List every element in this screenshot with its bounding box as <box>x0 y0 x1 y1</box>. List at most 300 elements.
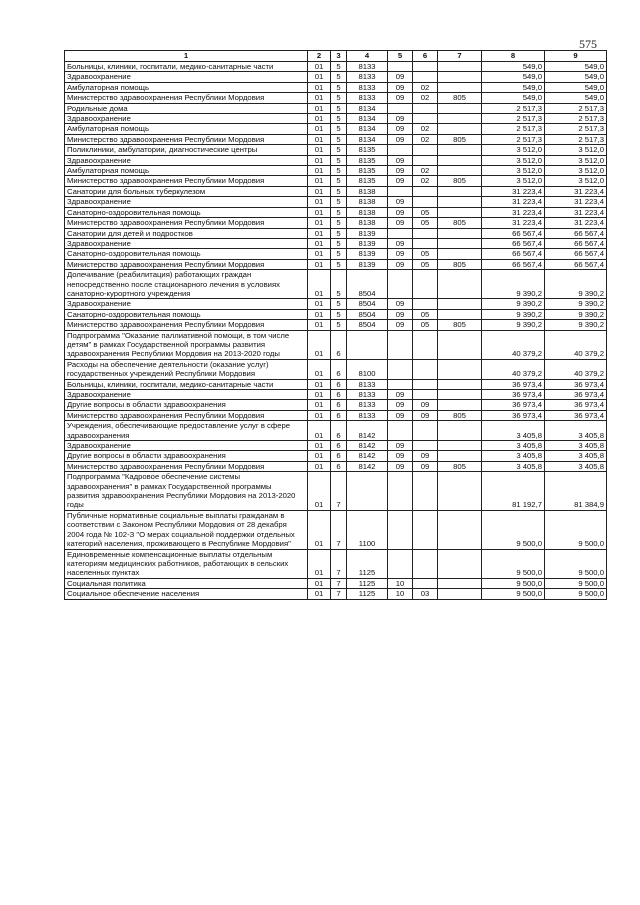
row-code-1: 01 <box>308 93 331 103</box>
row-code-2: 5 <box>331 320 347 330</box>
row-code-3: 1125 <box>347 578 388 588</box>
row-code-6 <box>438 441 482 451</box>
row-name: Санаторно-оздоровительная помощь <box>65 249 308 259</box>
row-code-1: 01 <box>308 124 331 134</box>
row-name: Здравоохранение <box>65 72 308 82</box>
row-code-6 <box>438 124 482 134</box>
row-code-1: 01 <box>308 390 331 400</box>
row-amount-2: 9 390,2 <box>545 309 607 319</box>
row-name: Здравоохранение <box>65 197 308 207</box>
row-name: Министерство здравоохранения Республики Мордовия <box>65 259 308 269</box>
row-amount-2: 31 223,4 <box>545 186 607 196</box>
row-amount-1: 2 517,3 <box>482 124 545 134</box>
row-code-2: 5 <box>331 270 347 299</box>
row-name: Министерство здравоохранения Республики Мордовия <box>65 461 308 471</box>
row-code-1: 01 <box>308 320 331 330</box>
row-code-6 <box>438 472 482 511</box>
row-amount-2: 36 973,4 <box>545 390 607 400</box>
row-code-2: 5 <box>331 103 347 113</box>
row-code-3: 8142 <box>347 461 388 471</box>
row-code-5 <box>413 510 438 549</box>
row-code-3: 8142 <box>347 421 388 441</box>
row-amount-1: 3 405,8 <box>482 461 545 471</box>
row-code-3: 8504 <box>347 309 388 319</box>
row-amount-1: 9 500,0 <box>482 549 545 578</box>
row-code-2: 5 <box>331 72 347 82</box>
row-amount-1: 2 517,3 <box>482 134 545 144</box>
row-code-5: 09 <box>413 400 438 410</box>
row-amount-2: 2 517,3 <box>545 124 607 134</box>
row-amount-1: 66 567,4 <box>482 249 545 259</box>
row-amount-1: 40 379,2 <box>482 359 545 379</box>
row-code-4: 09 <box>388 114 413 124</box>
row-code-5 <box>413 228 438 238</box>
table-row <box>65 145 607 155</box>
row-code-3: 8133 <box>347 72 388 82</box>
row-code-3: 8138 <box>347 197 388 207</box>
row-amount-1: 9 390,2 <box>482 320 545 330</box>
row-name: Здравоохранение <box>65 238 308 248</box>
table-row <box>65 228 607 238</box>
row-amount-1: 9 500,0 <box>482 589 545 599</box>
row-code-4: 09 <box>388 441 413 451</box>
row-amount-1: 549,0 <box>482 72 545 82</box>
row-name: Министерство здравоохранения Республики Мордовия <box>65 176 308 186</box>
row-code-2: 6 <box>331 390 347 400</box>
row-code-3: 8134 <box>347 124 388 134</box>
row-name: Здравоохранение <box>65 299 308 309</box>
row-code-5: 05 <box>413 207 438 217</box>
row-code-3: 8138 <box>347 186 388 196</box>
row-amount-2: 36 973,4 <box>545 400 607 410</box>
row-code-2: 5 <box>331 134 347 144</box>
row-code-5 <box>413 197 438 207</box>
row-code-1: 01 <box>308 259 331 269</box>
row-code-4: 09 <box>388 166 413 176</box>
row-code-5: 05 <box>413 309 438 319</box>
row-amount-2: 3 512,0 <box>545 145 607 155</box>
row-code-5 <box>413 441 438 451</box>
row-code-4: 09 <box>388 134 413 144</box>
row-code-4: 09 <box>388 299 413 309</box>
row-code-5 <box>413 103 438 113</box>
row-code-4 <box>388 228 413 238</box>
row-name: Санаторно-оздоровительная помощь <box>65 207 308 217</box>
row-code-5: 03 <box>413 589 438 599</box>
row-code-2: 5 <box>331 145 347 155</box>
row-amount-2: 81 384,9 <box>545 472 607 511</box>
row-code-4: 09 <box>388 82 413 92</box>
row-name: Поликлиники, амбулатории, диагностические центры <box>65 145 308 155</box>
row-code-5: 09 <box>413 410 438 420</box>
row-code-6 <box>438 589 482 599</box>
row-name: Другие вопросы в области здравоохранения <box>65 400 308 410</box>
row-code-3: 8504 <box>347 320 388 330</box>
row-code-5 <box>413 578 438 588</box>
row-code-2: 6 <box>331 461 347 471</box>
row-code-4: 09 <box>388 461 413 471</box>
row-code-4: 09 <box>388 197 413 207</box>
row-code-6 <box>438 451 482 461</box>
table-row <box>65 309 607 319</box>
row-code-2: 5 <box>331 228 347 238</box>
row-amount-1: 3 405,8 <box>482 421 545 441</box>
row-amount-1: 3 512,0 <box>482 145 545 155</box>
row-code-5 <box>413 549 438 578</box>
row-code-5: 02 <box>413 134 438 144</box>
column-header: 7 <box>438 51 482 62</box>
row-code-1: 01 <box>308 249 331 259</box>
row-code-6 <box>438 186 482 196</box>
row-code-3: 8133 <box>347 82 388 92</box>
row-code-5 <box>413 155 438 165</box>
row-code-1: 01 <box>308 207 331 217</box>
row-code-2: 5 <box>331 114 347 124</box>
row-amount-1: 549,0 <box>482 82 545 92</box>
row-code-5: 02 <box>413 93 438 103</box>
row-amount-2: 9 500,0 <box>545 578 607 588</box>
table-row <box>65 259 607 269</box>
row-code-1: 01 <box>308 451 331 461</box>
row-code-6 <box>438 155 482 165</box>
column-header: 5 <box>388 51 413 62</box>
table-row <box>65 207 607 217</box>
row-name: Родильные дома <box>65 103 308 113</box>
table-row <box>65 400 607 410</box>
row-code-4: 09 <box>388 400 413 410</box>
table-row <box>65 176 607 186</box>
row-code-1: 01 <box>308 441 331 451</box>
row-code-6 <box>438 114 482 124</box>
row-code-6: 805 <box>438 218 482 228</box>
row-code-6 <box>438 207 482 217</box>
row-code-1: 01 <box>308 461 331 471</box>
row-amount-2: 2 517,3 <box>545 134 607 144</box>
row-code-3: 8135 <box>347 166 388 176</box>
row-code-4: 09 <box>388 238 413 248</box>
row-code-6 <box>438 270 482 299</box>
row-code-1: 01 <box>308 176 331 186</box>
row-name: Расходы на обеспечение деятельности (оказание услуг) государственных учреждений Республики Мордовия <box>65 359 308 379</box>
row-name: Здравоохранение <box>65 441 308 451</box>
row-code-4: 10 <box>388 578 413 588</box>
row-code-1: 01 <box>308 238 331 248</box>
row-code-5 <box>413 421 438 441</box>
row-amount-1: 40 379,2 <box>482 330 545 359</box>
row-code-3: 1125 <box>347 549 388 578</box>
row-code-2: 7 <box>331 472 347 511</box>
row-name: Единовременные компенсационные выплаты отдельным категориям медицинских работников, работающих в сельских населенных пунктах <box>65 549 308 578</box>
row-code-3: 8139 <box>347 259 388 269</box>
row-code-4 <box>388 330 413 359</box>
table-row <box>65 270 607 299</box>
row-code-6: 805 <box>438 320 482 330</box>
row-code-6 <box>438 62 482 72</box>
row-code-6: 805 <box>438 134 482 144</box>
row-code-6 <box>438 400 482 410</box>
row-amount-1: 2 517,3 <box>482 103 545 113</box>
row-code-1: 01 <box>308 62 331 72</box>
table-row <box>65 186 607 196</box>
column-header: 3 <box>331 51 347 62</box>
row-amount-1: 31 223,4 <box>482 197 545 207</box>
table-row <box>65 134 607 144</box>
row-code-1: 01 <box>308 299 331 309</box>
row-code-4: 09 <box>388 176 413 186</box>
row-code-1: 01 <box>308 549 331 578</box>
row-code-2: 5 <box>331 186 347 196</box>
row-amount-2: 2 517,3 <box>545 114 607 124</box>
row-code-6 <box>438 228 482 238</box>
row-code-2: 6 <box>331 379 347 389</box>
row-code-4 <box>388 359 413 379</box>
row-code-2: 5 <box>331 176 347 186</box>
row-amount-1: 549,0 <box>482 93 545 103</box>
row-code-1: 01 <box>308 379 331 389</box>
row-code-1: 01 <box>308 134 331 144</box>
row-code-2: 5 <box>331 82 347 92</box>
row-code-6 <box>438 549 482 578</box>
row-amount-1: 2 517,3 <box>482 114 545 124</box>
row-code-4: 09 <box>388 451 413 461</box>
row-code-4: 09 <box>388 207 413 217</box>
row-code-4: 09 <box>388 259 413 269</box>
row-amount-1: 9 390,2 <box>482 309 545 319</box>
row-code-6: 805 <box>438 93 482 103</box>
row-code-6 <box>438 379 482 389</box>
row-code-5 <box>413 472 438 511</box>
row-code-1: 01 <box>308 218 331 228</box>
row-code-5: 05 <box>413 218 438 228</box>
row-code-3 <box>347 330 388 359</box>
row-code-2: 5 <box>331 124 347 134</box>
row-code-6 <box>438 249 482 259</box>
row-code-6 <box>438 72 482 82</box>
table-row <box>65 578 607 588</box>
row-code-5: 02 <box>413 176 438 186</box>
row-code-3: 8138 <box>347 207 388 217</box>
row-amount-2: 31 223,4 <box>545 207 607 217</box>
row-code-4: 09 <box>388 249 413 259</box>
row-code-3: 8139 <box>347 249 388 259</box>
row-code-6 <box>438 359 482 379</box>
row-name: Санатории для больных туберкулезом <box>65 186 308 196</box>
row-code-2: 6 <box>331 441 347 451</box>
row-name: Министерство здравоохранения Республики Мордовия <box>65 134 308 144</box>
row-code-1: 01 <box>308 228 331 238</box>
row-code-2: 7 <box>331 510 347 549</box>
row-amount-2: 3 405,8 <box>545 441 607 451</box>
table-row <box>65 359 607 379</box>
row-code-1: 01 <box>308 82 331 92</box>
row-name: Здравоохранение <box>65 114 308 124</box>
column-header: 4 <box>347 51 388 62</box>
row-code-6 <box>438 145 482 155</box>
row-code-5: 09 <box>413 461 438 471</box>
row-amount-1: 3 512,0 <box>482 166 545 176</box>
row-code-4 <box>388 472 413 511</box>
row-amount-2: 31 223,4 <box>545 197 607 207</box>
row-code-1: 01 <box>308 114 331 124</box>
table-row <box>65 197 607 207</box>
table-row <box>65 103 607 113</box>
row-code-1: 01 <box>308 510 331 549</box>
row-name: Учреждения, обеспечивающие предоставление услуг в сфере здравоохранения <box>65 421 308 441</box>
row-code-2: 7 <box>331 578 347 588</box>
row-code-2: 5 <box>331 309 347 319</box>
row-code-6 <box>438 238 482 248</box>
table-header-row <box>65 51 607 62</box>
row-code-5 <box>413 359 438 379</box>
table-row <box>65 379 607 389</box>
row-code-1: 01 <box>308 410 331 420</box>
row-code-1: 01 <box>308 145 331 155</box>
row-amount-1: 36 973,4 <box>482 379 545 389</box>
row-code-1: 01 <box>308 197 331 207</box>
row-name: Публичные нормативные социальные выплаты гражданам в соответствии с Законом Республики Мордовия от 28 декабря 2004 года № 102-З "О мерах социальной поддержки отдельных категорий населения, проживающего в Республике Мордовия" <box>65 510 308 549</box>
row-name: Здравоохранение <box>65 390 308 400</box>
row-amount-2: 549,0 <box>545 62 607 72</box>
row-code-3: 8135 <box>347 155 388 165</box>
row-code-2: 5 <box>331 249 347 259</box>
row-name: Подпрограмма "Кадровое обеспечение системы здравоохранения" в рамках Государственной программы развития здравоохранения Республики Мордовия на 2013-2020 годы <box>65 472 308 511</box>
table-row <box>65 82 607 92</box>
row-code-5 <box>413 145 438 155</box>
row-code-5 <box>413 72 438 82</box>
row-code-3: 8100 <box>347 359 388 379</box>
row-code-5: 02 <box>413 166 438 176</box>
table-row <box>65 155 607 165</box>
row-code-5 <box>413 330 438 359</box>
row-code-1: 01 <box>308 270 331 299</box>
row-code-6 <box>438 578 482 588</box>
row-code-5: 02 <box>413 124 438 134</box>
row-code-3: 8133 <box>347 390 388 400</box>
row-amount-1: 36 973,4 <box>482 390 545 400</box>
row-code-6: 805 <box>438 259 482 269</box>
table-row <box>65 510 607 549</box>
row-code-3: 8134 <box>347 103 388 113</box>
row-amount-2: 31 223,4 <box>545 218 607 228</box>
table-row <box>65 461 607 471</box>
table-row <box>65 238 607 248</box>
row-amount-2: 3 405,8 <box>545 461 607 471</box>
row-code-2: 7 <box>331 549 347 578</box>
row-name: Санаторно-оздоровительная помощь <box>65 309 308 319</box>
row-code-2: 5 <box>331 93 347 103</box>
row-code-3: 8142 <box>347 451 388 461</box>
row-code-4: 09 <box>388 124 413 134</box>
row-code-2: 5 <box>331 62 347 72</box>
page-number: 575 <box>579 37 597 51</box>
table-row <box>65 320 607 330</box>
row-code-1: 01 <box>308 359 331 379</box>
row-name: Больницы, клиники, госпитали, медико-санитарные части <box>65 62 308 72</box>
row-amount-1: 66 567,4 <box>482 228 545 238</box>
row-code-5 <box>413 186 438 196</box>
row-amount-2: 3 512,0 <box>545 166 607 176</box>
table-row <box>65 589 607 599</box>
row-code-3: 8134 <box>347 114 388 124</box>
row-code-4 <box>388 186 413 196</box>
table-row <box>65 299 607 309</box>
row-amount-2: 2 517,3 <box>545 103 607 113</box>
row-amount-2: 66 567,4 <box>545 249 607 259</box>
row-code-2: 5 <box>331 238 347 248</box>
row-amount-1: 3 405,8 <box>482 441 545 451</box>
row-amount-1: 66 567,4 <box>482 238 545 248</box>
table-row <box>65 72 607 82</box>
row-code-3: 8142 <box>347 441 388 451</box>
column-header: 6 <box>413 51 438 62</box>
row-amount-2: 3 405,8 <box>545 421 607 441</box>
row-code-6 <box>438 510 482 549</box>
row-code-1: 01 <box>308 166 331 176</box>
row-code-5: 09 <box>413 451 438 461</box>
row-code-1: 01 <box>308 421 331 441</box>
row-amount-2: 549,0 <box>545 93 607 103</box>
row-code-3: 8133 <box>347 400 388 410</box>
row-code-4 <box>388 421 413 441</box>
table-row <box>65 472 607 511</box>
table-row <box>65 166 607 176</box>
row-code-4: 09 <box>388 72 413 82</box>
row-amount-1: 9 390,2 <box>482 270 545 299</box>
row-code-1: 01 <box>308 330 331 359</box>
row-amount-2: 36 973,4 <box>545 379 607 389</box>
row-code-5: 05 <box>413 320 438 330</box>
row-code-2: 5 <box>331 299 347 309</box>
row-code-3: 8133 <box>347 93 388 103</box>
row-code-4: 09 <box>388 320 413 330</box>
row-code-3: 8138 <box>347 218 388 228</box>
row-code-1: 01 <box>308 472 331 511</box>
table-row <box>65 549 607 578</box>
table-row <box>65 93 607 103</box>
row-name: Здравоохранение <box>65 155 308 165</box>
column-header: 2 <box>308 51 331 62</box>
row-amount-2: 549,0 <box>545 82 607 92</box>
table-row <box>65 390 607 400</box>
column-header: 8 <box>482 51 545 62</box>
row-code-2: 6 <box>331 410 347 420</box>
row-code-2: 5 <box>331 207 347 217</box>
row-code-4 <box>388 549 413 578</box>
budget-table <box>64 50 607 600</box>
row-code-2: 6 <box>331 421 347 441</box>
row-code-5: 05 <box>413 249 438 259</box>
row-code-5 <box>413 62 438 72</box>
row-name: Санатории для детей и подростков <box>65 228 308 238</box>
row-code-6: 805 <box>438 176 482 186</box>
row-code-6 <box>438 103 482 113</box>
row-amount-1: 36 973,4 <box>482 400 545 410</box>
row-code-4: 09 <box>388 218 413 228</box>
row-code-4: 09 <box>388 155 413 165</box>
row-code-4: 09 <box>388 93 413 103</box>
row-amount-1: 9 390,2 <box>482 299 545 309</box>
table-body <box>65 62 607 600</box>
row-code-3: 1100 <box>347 510 388 549</box>
row-code-2: 6 <box>331 359 347 379</box>
row-amount-2: 40 379,2 <box>545 359 607 379</box>
row-name: Министерство здравоохранения Республики Мордовия <box>65 320 308 330</box>
row-code-3: 8133 <box>347 410 388 420</box>
row-code-5 <box>413 114 438 124</box>
table-row <box>65 124 607 134</box>
row-code-3: 8504 <box>347 299 388 309</box>
row-code-6 <box>438 299 482 309</box>
